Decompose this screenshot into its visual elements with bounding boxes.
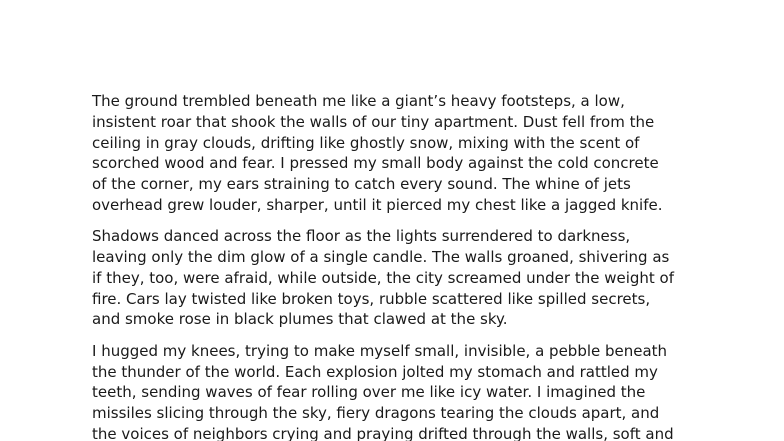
paragraph-line: leaving only the dim glow of a single candle. The walls groaned, shivering as [92, 248, 670, 267]
paragraph-line: overhead grew louder, sharper, until it pierced my chest like a jagged knife. [92, 195, 663, 214]
paragraph-line: I hugged my knees, trying to make myself small, invisible, a pebble beneath [92, 341, 668, 360]
paragraph-3 [92, 341, 732, 441]
paragraph-line: the voices of neighbors crying and praying drifted through the walls, soft and [92, 424, 674, 441]
paragraph-line: if they, too, were afraid, while outside, the city screamed under the weight of [92, 268, 675, 287]
paragraph-line: ceiling in gray clouds, drifting like ghostly snow, mixing with the scent of [92, 133, 640, 152]
paragraph-line: Shadows danced across the floor as the lights surrendered to darkness, [92, 227, 631, 246]
paragraph-line: teeth, sending waves of fear rolling over me like icy water. I imagined the [92, 383, 646, 402]
paragraph-line: scorched wood and fear. I pressed my small body against the cold concrete [92, 154, 659, 173]
paragraph-line: missiles slicing through the sky, fiery dragons tearing the clouds apart, and [92, 404, 660, 423]
paragraph-line: and smoke rose in black plumes that clawed at the sky. [92, 310, 508, 329]
document-body [92, 91, 732, 441]
paragraph-1 [92, 91, 732, 216]
paragraph-line: insistent roar that shook the walls of our tiny apartment. Dust fell from the [92, 112, 655, 131]
paragraph-line: of the corner, my ears straining to catch every sound. The whine of jets [92, 175, 631, 194]
paragraph-line: The ground trembled beneath me like a giant’s heavy footsteps, a low, [92, 92, 625, 110]
paragraph-line: the thunder of the world. Each explosion jolted my stomach and rattled my [92, 362, 658, 381]
paragraph-line: fire. Cars lay twisted like broken toys, rubble scattered like spilled secrets, [92, 289, 651, 308]
paragraph-2 [92, 226, 732, 330]
